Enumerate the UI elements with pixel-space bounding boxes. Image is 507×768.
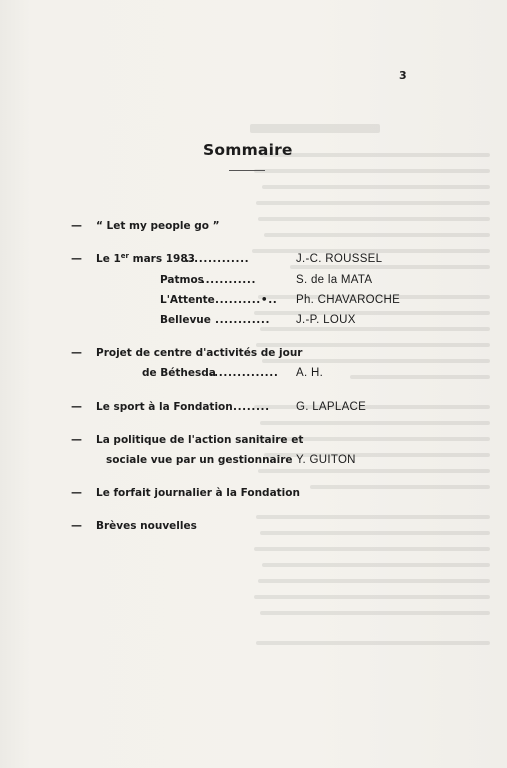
entry-title: “ Let my people go ” <box>96 220 220 232</box>
bleed-through-texture <box>250 112 490 657</box>
entry-author: Ph. CHAVAROCHE <box>296 294 401 306</box>
entry-dash: — <box>71 400 82 413</box>
entry-title-continued: sociale vue par un gestionnaire <box>106 454 293 466</box>
leader-dots: ................ <box>205 367 279 379</box>
entry-author: G. LAPLACE <box>296 401 367 413</box>
leader-dots: .............. <box>185 253 250 265</box>
entry-title: L'Attente <box>160 294 215 306</box>
title-underline <box>229 170 265 171</box>
entry-dash: — <box>71 486 82 499</box>
entry-dash: — <box>71 433 82 446</box>
entry-author: A. H. <box>296 367 324 379</box>
entry-title: Brèves nouvelles <box>96 520 197 532</box>
leader-dots: ............ <box>201 274 257 286</box>
page-number: 3 <box>399 69 407 82</box>
entry-title: Le forfait journalier à la Fondation <box>96 487 300 499</box>
entry-author: J.-C. ROUSSEL <box>296 253 383 265</box>
entry-title: Patmos <box>160 274 204 286</box>
entry-title: Le 1er mars 1983 <box>96 252 195 265</box>
entry-dash: — <box>71 219 82 232</box>
entry-title: La politique de l'action sanitaire et <box>96 434 304 446</box>
entry-title-continued: de Béthesda <box>142 367 216 379</box>
entry-author: S. de la MATA <box>296 274 373 286</box>
entry-dash: — <box>71 519 82 532</box>
entry-author: Y. GUITON <box>296 454 356 466</box>
leader-dots: ............ <box>215 314 271 326</box>
entry-title: Bellevue <box>160 314 211 326</box>
entry-title: Le sport à la Fondation <box>96 401 233 413</box>
entry-dash: — <box>71 252 82 265</box>
entry-dash: — <box>71 346 82 359</box>
leader-dots: ..........•.. <box>215 294 278 306</box>
entry-author: J.-P. LOUX <box>296 314 356 326</box>
page-title: Sommaire <box>203 141 293 159</box>
leader-dots: ........ <box>233 401 270 413</box>
entry-title: Projet de centre d'activités de jour <box>96 347 303 359</box>
